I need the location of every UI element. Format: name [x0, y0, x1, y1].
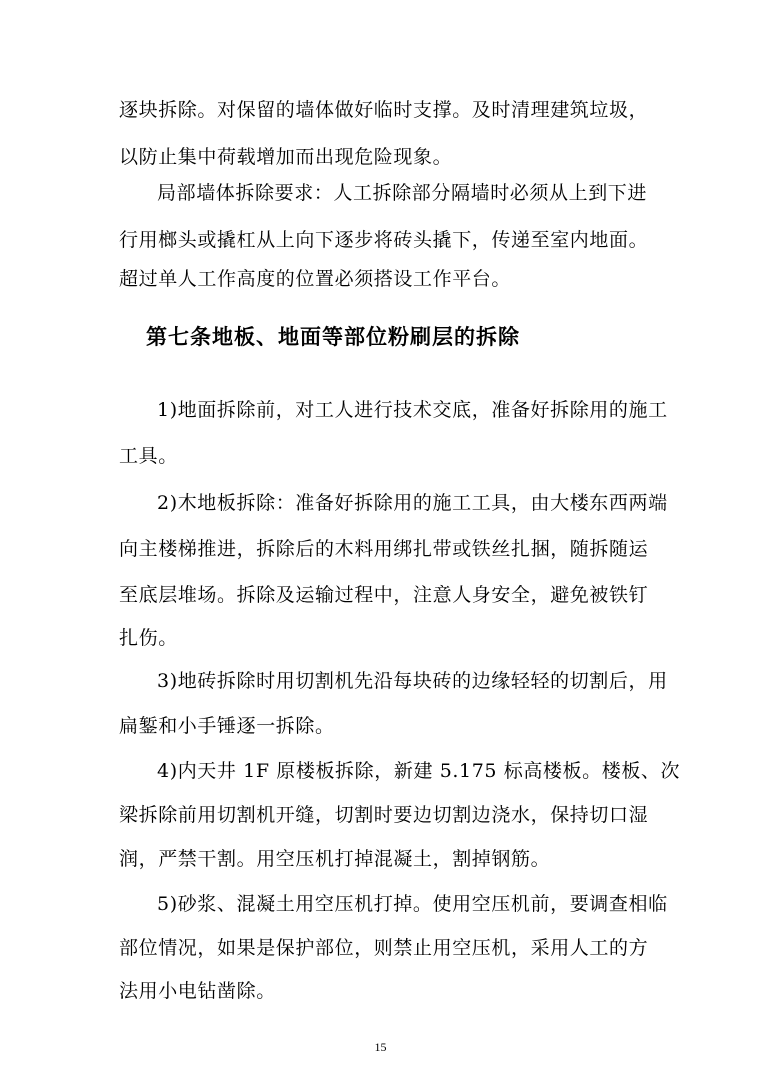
text-line: 超过单人工作高度的位置必须搭设工作平台。 [119, 268, 512, 290]
text-line: 局部墙体拆除要求：人工拆除部分隔墙时必须从上到下进 [157, 182, 648, 204]
text-line: 至底层堆场。拆除及运输过程中，注意人身安全，避免被铁钉 [119, 584, 649, 606]
text-line: 法用小电钻凿除。 [119, 980, 276, 1002]
text-line: 扎伤。 [119, 627, 178, 649]
text-line: 工具。 [119, 445, 178, 467]
text-line: 行用榔头或撬杠从上向下逐步将砖头撬下，传递至室内地面。 [119, 229, 649, 251]
text-line: 以防止集中荷载增加而出现危险现象。 [119, 146, 453, 168]
text-line: 4)内天井 1F 原楼板拆除，新建 5.175 标高楼板。楼板、次 [157, 760, 681, 782]
text-line: 润，严禁干割。用空压机打掉混凝土，割掉钢筋。 [119, 848, 551, 870]
text-line: 1)地面拆除前，对工人进行技术交底，准备好拆除用的施工 [157, 399, 668, 421]
text-line: 向主楼梯推进，拆除后的木料用绑扎带或铁丝扎捆，随拆随运 [119, 538, 649, 560]
text-line: 3)地砖拆除时用切割机先沿每块砖的边缘轻轻的切割后，用 [157, 670, 668, 692]
text-line: 扁錾和小手锤逐一拆除。 [119, 715, 335, 737]
page-number: 15 [374, 1040, 387, 1054]
text-line: 2)木地板拆除：准备好拆除用的施工工具，由大楼东西两端 [157, 492, 668, 514]
text-line: 5)砂浆、混凝土用空压机打掉。使用空压机前，要调查相临 [157, 893, 668, 915]
text-line: 部位情况，如果是保护部位，则禁止用空压机，采用人工的方 [119, 937, 649, 959]
text-line: 逐块拆除。对保留的墙体做好临时支撑。及时清理建筑垃圾， [119, 99, 649, 121]
text-line: 梁拆除前用切割机开缝，切割时要边切割边浇水，保持切口湿 [119, 804, 649, 826]
section-heading: 第七条地板、地面等部位粉刷层的拆除 [146, 324, 520, 349]
